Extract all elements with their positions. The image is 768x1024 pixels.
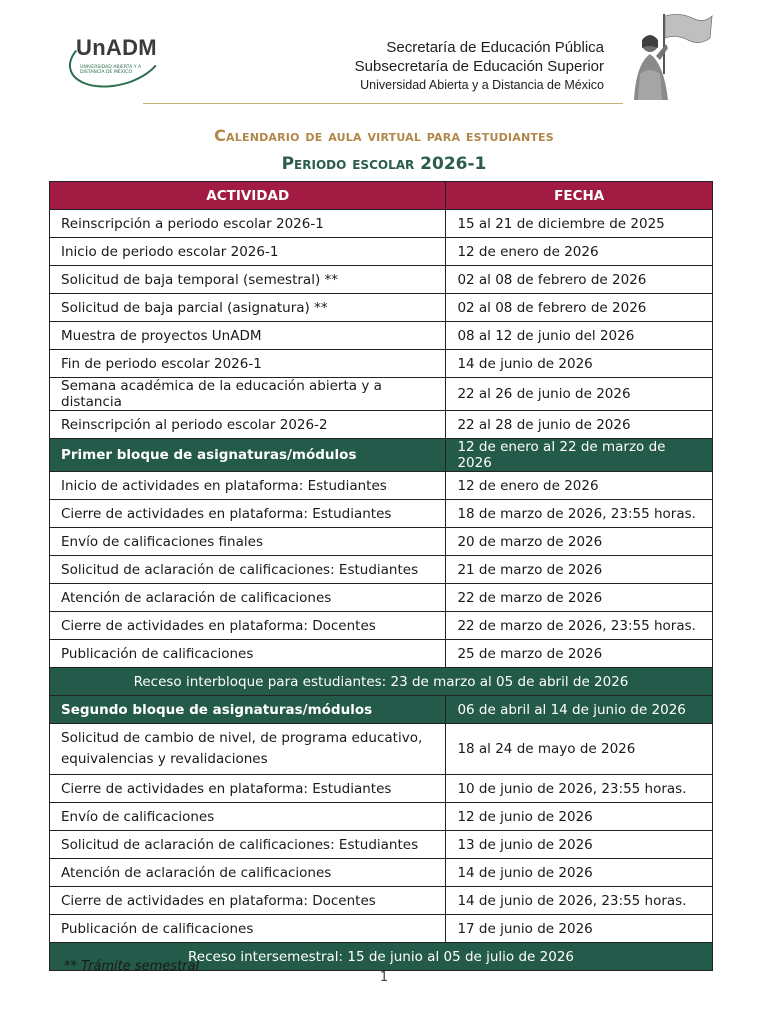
activity-cell: Envío de calificaciones finales: [50, 528, 446, 556]
table-row: [50, 724, 713, 775]
date-cell: 21 de marzo de 2026: [446, 556, 713, 584]
block2-title: Segundo bloque de asignaturas/módulos: [50, 696, 446, 724]
activity-cell: Solicitud de aclaración de calificaciones: Estudiantes: [50, 556, 446, 584]
activity-cell: Publicación de calificaciones: [50, 915, 446, 943]
activity-cell: Atención de aclaración de calificaciones: [50, 859, 446, 887]
date-cell: 14 de junio de 2026: [446, 350, 713, 378]
calendar-table: [49, 181, 713, 971]
activity-cell: Solicitud de cambio de nivel, de programa educativo, equivalencias y revalidaciones: [50, 724, 446, 775]
table-row: [50, 775, 713, 803]
table-row: [50, 238, 713, 266]
table-row: [50, 411, 713, 439]
activity-cell: Reinscripción a periodo escolar 2026-1: [50, 210, 446, 238]
activity-cell: Atención de aclaración de calificaciones: [50, 584, 446, 612]
date-cell: 02 al 08 de febrero de 2026: [446, 294, 713, 322]
activity-cell: Cierre de actividades en plataforma: Docentes: [50, 887, 446, 915]
column-header-actividad: ACTIVIDAD: [50, 182, 446, 210]
recess-row: [50, 668, 713, 696]
table-row: [50, 528, 713, 556]
date-cell: 25 de marzo de 2026: [446, 640, 713, 668]
patria-emblem-icon: [620, 4, 716, 100]
table-row: [50, 472, 713, 500]
activity-cell: Semana académica de la educación abierta y a distancia: [50, 378, 446, 411]
date-cell: 02 al 08 de febrero de 2026: [446, 266, 713, 294]
table-row: [50, 350, 713, 378]
table-row: [50, 831, 713, 859]
page-number: 1: [379, 970, 389, 985]
activity-cell: Muestra de proyectos UnADM: [50, 322, 446, 350]
date-cell: 18 al 24 de mayo de 2026: [446, 724, 713, 775]
date-cell: 12 de enero de 2026: [446, 238, 713, 266]
table-row: [50, 859, 713, 887]
date-cell: 14 de junio de 2026: [446, 859, 713, 887]
column-header-fecha: FECHA: [446, 182, 713, 210]
block1-date: 12 de enero al 22 de marzo de 2026: [446, 439, 713, 472]
institution-line-sep: Secretaría de Educación Pública: [386, 39, 604, 56]
date-cell: 12 de junio de 2026: [446, 803, 713, 831]
table-row: [50, 266, 713, 294]
table-row: [50, 322, 713, 350]
footnote: ** Trámite semestral: [64, 959, 200, 974]
date-cell: 17 de junio de 2026: [446, 915, 713, 943]
logo-tagline: UNIVERSIDAD ABIERTA Y A DISTANCIA DE MÉXICO: [80, 65, 142, 76]
block2-date: 06 de abril al 14 de junio de 2026: [446, 696, 713, 724]
date-cell: 18 de marzo de 2026, 23:55 horas.: [446, 500, 713, 528]
document-title: Calendario de aula virtual para estudiantes: [214, 126, 554, 145]
block-header-row: [50, 439, 713, 472]
table-row: [50, 887, 713, 915]
date-cell: 22 de marzo de 2026, 23:55 horas.: [446, 612, 713, 640]
document-subtitle: Periodo escolar 2026-1: [281, 154, 487, 174]
recess-interbloque: Receso interbloque para estudiantes: 23 de marzo al 05 de abril de 2026: [50, 668, 713, 696]
activity-cell: Inicio de actividades en plataforma: Estudiantes: [50, 472, 446, 500]
date-cell: 20 de marzo de 2026: [446, 528, 713, 556]
table-row: [50, 556, 713, 584]
table-row: [50, 378, 713, 411]
logo-brand: UnADM: [76, 35, 157, 60]
date-cell: 22 de marzo de 2026: [446, 584, 713, 612]
activity-cell: Cierre de actividades en plataforma: Estudiantes: [50, 775, 446, 803]
institution-block: [355, 38, 604, 94]
activity-cell: Publicación de calificaciones: [50, 640, 446, 668]
header-divider: [143, 103, 623, 104]
date-cell: 15 al 21 de diciembre de 2025: [446, 210, 713, 238]
date-cell: 14 de junio de 2026, 23:55 horas.: [446, 887, 713, 915]
activity-cell: Solicitud de aclaración de calificaciones: Estudiantes: [50, 831, 446, 859]
activity-cell: Inicio de periodo escolar 2026-1: [50, 238, 446, 266]
date-cell: 13 de junio de 2026: [446, 831, 713, 859]
block-header-row: [50, 696, 713, 724]
activity-cell: Reinscripción al periodo escolar 2026-2: [50, 411, 446, 439]
recess-intersemestral: Receso intersemestral: 15 de junio al 05 de julio de 2026: [50, 943, 713, 971]
table-row: [50, 803, 713, 831]
table-row: [50, 640, 713, 668]
date-cell: 08 al 12 de junio del 2026: [446, 322, 713, 350]
date-cell: 10 de junio de 2026, 23:55 horas.: [446, 775, 713, 803]
table-row: [50, 612, 713, 640]
activity-cell: Cierre de actividades en plataforma: Estudiantes: [50, 500, 446, 528]
date-cell: 22 al 26 de junio de 2026: [446, 378, 713, 411]
activity-cell: Solicitud de baja temporal (semestral) **: [50, 266, 446, 294]
activity-cell: Fin de periodo escolar 2026-1: [50, 350, 446, 378]
table-row: [50, 500, 713, 528]
activity-cell: Solicitud de baja parcial (asignatura) **: [50, 294, 446, 322]
activity-cell: Envío de calificaciones: [50, 803, 446, 831]
institution-line-ses: Subsecretaría de Educación Superior: [354, 58, 604, 75]
table-row: [50, 915, 713, 943]
block1-title: Primer bloque de asignaturas/módulos: [50, 439, 446, 472]
date-cell: 22 al 28 de junio de 2026: [446, 411, 713, 439]
unadm-logo: [66, 26, 166, 86]
institution-line-unadm: Universidad Abierta y a Distancia de México: [360, 78, 604, 92]
table-header-row: [50, 182, 713, 210]
table-row: [50, 584, 713, 612]
activity-cell: Cierre de actividades en plataforma: Docentes: [50, 612, 446, 640]
date-cell: 12 de enero de 2026: [446, 472, 713, 500]
table-row: [50, 294, 713, 322]
table-row: [50, 210, 713, 238]
